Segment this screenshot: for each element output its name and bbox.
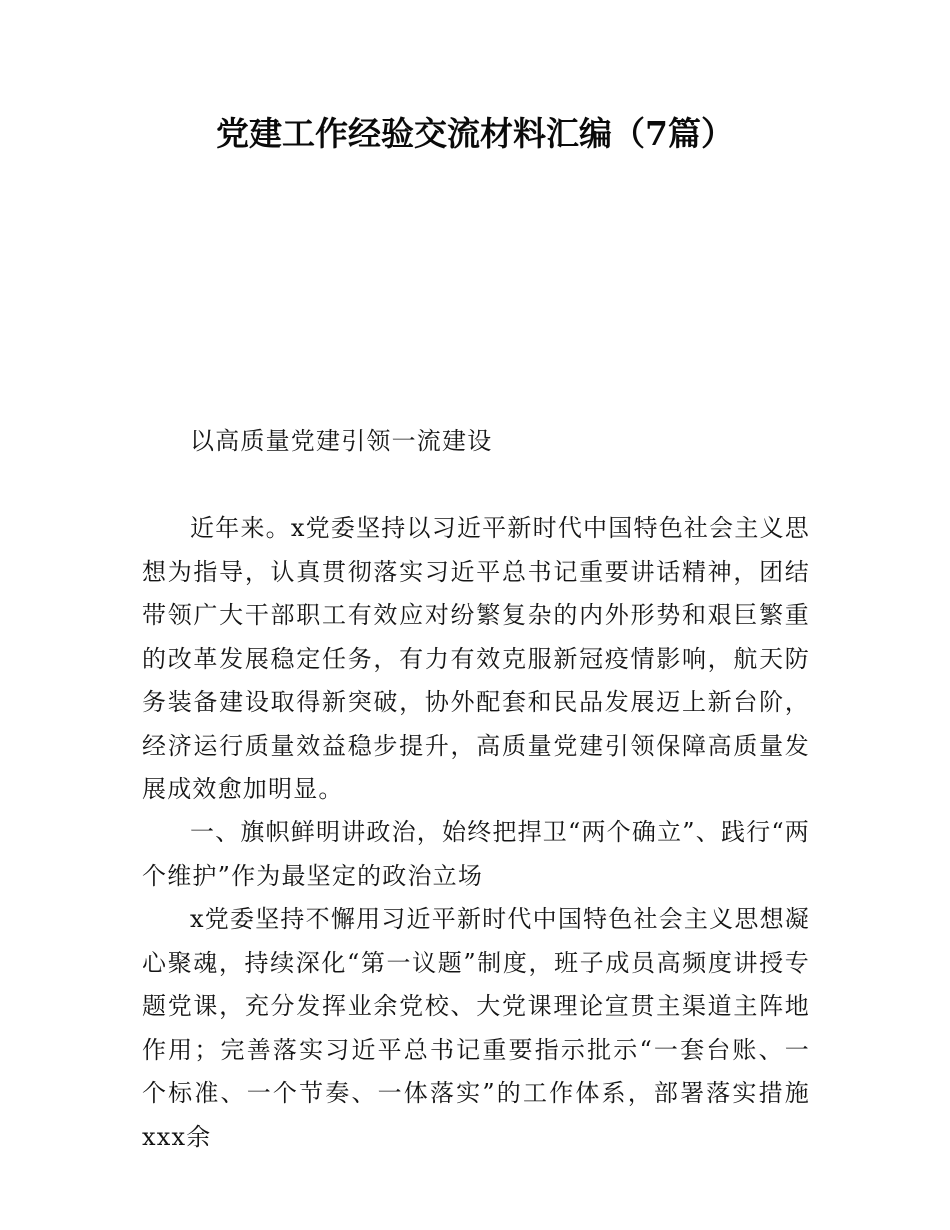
article-subtitle: 以高质量党建引领一流建设 bbox=[190, 427, 493, 455]
section-paragraph: x党委坚持不懈用习近平新时代中国特色社会主义思想凝心聚魂，持续深化“第一议题”制度，班子成员高频度讲授专题党课，充分发挥业余党校、大党课理论宣贯主渠道主阵地作用；完善落实习近平总书记重要指示批示“一套台账、一个标准、一个节奏、一体落实”的工作体系，部署落实措施xxx余 bbox=[142, 905, 810, 1151]
document-title: 党建工作经验交流材料汇编（7篇） bbox=[216, 114, 734, 153]
intro-paragraph: 近年来。x党委坚持以习近平新时代中国特色社会主义思想为指导，认真贯彻落实习近平总书记重要讲话精神，团结带领广大干部职工有效应对纷繁复杂的内外形势和艰巨繁重的改革发展稳定任务，有力有效克服新冠疫情影响，航天防务装备建设取得新突破，协外配套和民品发展迈上新台阶，经济运行质量效益稳步提升，高质量党建引领保障高质量发展成效愈加明显。 bbox=[142, 514, 810, 803]
section-heading: 一、旗帜鲜明讲政治，始终把捍卫“两个确立”、践行“两个维护”作为最坚定的政治立场 bbox=[142, 818, 811, 890]
